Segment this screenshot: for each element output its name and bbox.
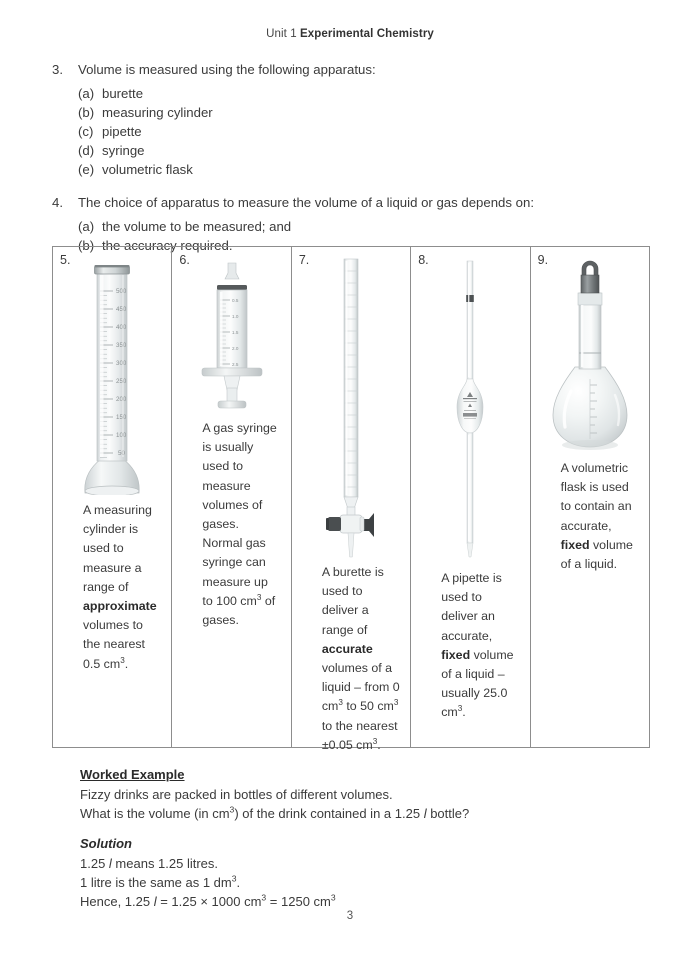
svg-text:1.5: 1.5 — [231, 330, 238, 335]
list-text: Volume is measured using the following apparatus: — [78, 62, 376, 77]
svg-text:250: 250 — [116, 378, 127, 385]
apparatus-table — [52, 246, 650, 752]
svg-text:1.0: 1.0 — [231, 314, 238, 319]
sub-item — [78, 141, 652, 160]
burette-icon — [316, 257, 386, 563]
solution-title: Solution — [80, 836, 132, 851]
sub-item — [78, 122, 652, 141]
sub-text: the accuracy required. — [102, 238, 233, 253]
solution-line-1: 1.25 l means 1.25 litres. — [80, 856, 219, 871]
worked-example-line-2: What is the volume (in $cm^3$) of the drink contained in a 1.25 l bottle? — [80, 804, 470, 821]
svg-text:200: 200 — [116, 396, 127, 403]
sub-marker: (a) — [78, 219, 95, 234]
cell-number: 7. — [298, 253, 310, 267]
worked-example-title: Worked Example — [80, 767, 185, 782]
worked-example-section — [80, 765, 640, 911]
sub-marker: (b) — [78, 105, 95, 120]
sub-item — [78, 160, 652, 179]
cell-caption: A gas syringe is usually used to measure volumes of gases. Normal gas syringe can measure up to 100 $cm^3$ of gases. — [202, 421, 277, 628]
sub-text: pipette — [102, 124, 142, 139]
svg-text:2.5: 2.5 — [231, 362, 238, 367]
svg-text:450: 450 — [116, 306, 127, 313]
svg-text:400: 400 — [116, 324, 127, 331]
sub-text: measuring cylinder — [102, 105, 213, 120]
apparatus-cell-pipette — [411, 247, 530, 747]
list-marker: 4. — [52, 195, 63, 210]
solution-line-3: Hence, 1.25 l = 1.25 × 1000 $cm^3 = 1250$ $cm^3$ — [80, 892, 336, 909]
apparatus-cell-gas-syringe — [172, 247, 291, 747]
gas-syringe-icon — [194, 261, 270, 413]
pipette-icon — [443, 257, 497, 563]
svg-text:0.5: 0.5 — [231, 298, 238, 303]
worked-example-line-1: Fizzy drinks are packed in bottles of different volumes. — [80, 787, 393, 802]
apparatus-cell-burette — [292, 247, 411, 752]
volumetric-flask-figure — [531, 253, 649, 459]
sub-marker: (c) — [78, 124, 94, 139]
svg-text:100: 100 — [116, 432, 127, 439]
list-text: The choice of apparatus to measure the volume of a liquid or gas depends on: — [78, 195, 534, 210]
list-marker: 3. — [52, 62, 63, 77]
sub-text: syringe — [102, 143, 145, 158]
sub-item — [78, 103, 652, 122]
volumetric-flask-icon — [535, 259, 645, 455]
svg-text:300: 300 — [116, 360, 127, 367]
pipette-figure — [411, 253, 529, 569]
gas-syringe-figure — [172, 253, 290, 419]
list-item-4 — [52, 193, 652, 213]
cell-caption: A measuring cylinder is used to measure a range of approximate volumes to the nearest 0.5 $cm^3$. — [83, 503, 157, 671]
sub-marker: (e) — [78, 162, 95, 177]
cell-number: 9. — [537, 253, 549, 267]
apparatus-cell-measuring-cylinder — [53, 247, 172, 747]
cell-caption: A burette is used to deliver a range of accurate volumes of a liquid – from 0 $cm^3$ to 50 $cm^3$ to the nearest ±0.05 $cm^3$. — [321, 565, 400, 752]
sub-marker: (b) — [78, 238, 95, 253]
running-header — [0, 28, 700, 40]
svg-text:50: 50 — [118, 450, 126, 457]
sub-text: volumetric flask — [102, 162, 193, 177]
measuring-cylinder-icon — [67, 259, 157, 495]
sub-marker: (d) — [78, 143, 95, 158]
burette-figure — [292, 253, 410, 563]
header-unit: Unit 1 — [266, 28, 301, 40]
solution-line-2: 1 litre is the same as 1 $dm^3$. — [80, 873, 241, 890]
apparatus-cell-volumetric-flask — [531, 247, 649, 747]
sub-text: burette — [102, 86, 144, 101]
header-subject: Experimental Chemistry — [300, 28, 434, 40]
cell-number: 6. — [179, 253, 190, 267]
sub-text: the volume to be measured; and — [102, 219, 292, 234]
measuring-cylinder-figure — [53, 253, 171, 501]
cell-caption: A pipette is used to deliver an accurate, fixed volume of a liquid – usually 25.0 $cm^3$. — [441, 571, 514, 720]
cell-number: 8. — [418, 253, 429, 267]
sub-item — [78, 217, 652, 236]
list-item-3 — [52, 60, 652, 80]
numbered-list — [52, 60, 652, 261]
sub-list-3 — [78, 84, 652, 179]
sub-item — [78, 84, 652, 103]
cell-number: 5. — [60, 253, 71, 267]
svg-text:500: 500 — [116, 288, 127, 295]
page-number: 3 — [346, 910, 354, 922]
sub-marker: (a) — [78, 86, 95, 101]
svg-text:150: 150 — [116, 414, 127, 421]
svg-text:350: 350 — [116, 342, 127, 349]
svg-text:2.0: 2.0 — [231, 346, 238, 351]
cell-caption: A volumetric flask is used to contain an accurate, fixed volume of a liquid. — [560, 461, 633, 572]
